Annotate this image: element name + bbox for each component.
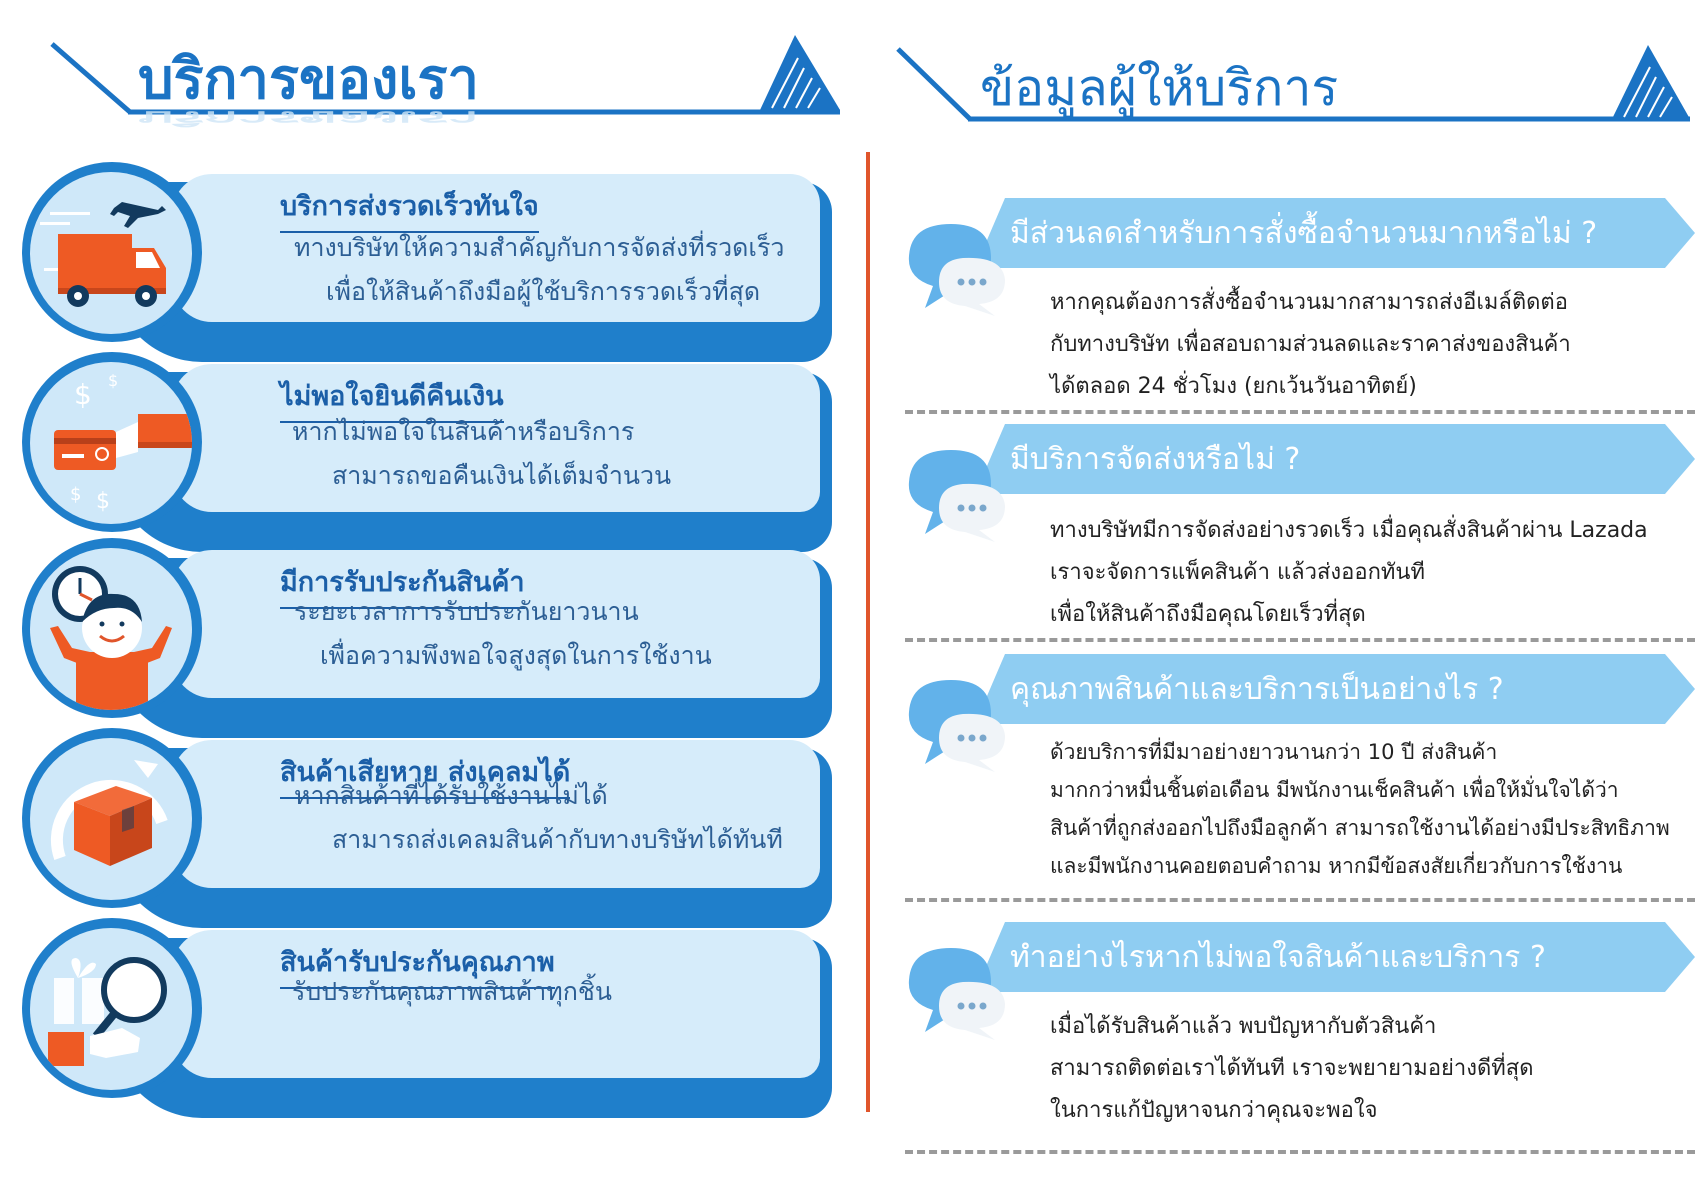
chat-bubble-icon bbox=[905, 674, 1015, 774]
icon-disc-inner bbox=[30, 738, 192, 900]
faq-answer-line: ทางบริษัทมีการจัดส่งอย่างรวดเร็ว เมื่อคุณสั่งสินค้าผ่าน Lazada bbox=[1050, 518, 1648, 543]
service-line: เพื่อความพึงพอใจสูงสุดในการใช้งาน bbox=[320, 641, 712, 670]
svg-text:$: $ bbox=[96, 489, 110, 514]
faq-item-bulk-discount bbox=[905, 198, 1695, 398]
svg-text:$: $ bbox=[108, 371, 119, 390]
service-title: ไม่พอใจยินดีคืนเงิน bbox=[280, 374, 504, 423]
faq-answer-line: ได้ตลอด 24 ชั่วโมง (ยกเว้นวันอาทิตย์) bbox=[1050, 374, 1417, 399]
services-title-reflection: บริการของเรา bbox=[138, 106, 479, 130]
box-return-icon bbox=[30, 738, 192, 900]
faq-item-dissatisfied bbox=[905, 922, 1695, 1122]
striped-triangle-icon bbox=[760, 35, 840, 110]
faq-item-quality bbox=[905, 654, 1695, 884]
icon-disc-inner bbox=[30, 548, 192, 710]
svg-text:$: $ bbox=[70, 484, 82, 505]
faq-question: ทำอย่างไรหากไม่พอใจสินค้าและบริการ ? bbox=[1010, 940, 1546, 975]
vertical-divider bbox=[866, 152, 870, 1112]
faq-answer-line: และมีพนักงานคอยตอบคำถาม หากมีข้อสงสัยเกี่ยวกับการใช้งาน bbox=[1050, 854, 1623, 878]
service-card-fast-delivery bbox=[22, 162, 822, 362]
service-line: รับประกันคุณภาพสินค้าทุกชิ้น bbox=[292, 977, 612, 1006]
chat-bubble-icon bbox=[905, 218, 1015, 318]
dashed-separator bbox=[905, 410, 1695, 414]
happy-person-clock-icon bbox=[30, 548, 192, 710]
provider-info-title: ข้อมูลผู้ให้บริการ bbox=[980, 59, 1339, 117]
magnifier-gift-icon bbox=[30, 928, 192, 1090]
service-card-claim bbox=[22, 728, 822, 928]
service-line: เพื่อให้สินค้าถึงมือผู้ใช้บริการรวดเร็วที่สุด bbox=[326, 277, 761, 306]
service-card-money-back bbox=[22, 352, 822, 552]
service-card-warranty bbox=[22, 538, 822, 738]
svg-text:$: $ bbox=[74, 378, 92, 411]
services-title: บริการของเรา bbox=[138, 47, 479, 112]
faq-answer-line: ด้วยบริการที่มีมาอย่างยาวนานกว่า 10 ปี ส่งสินค้า bbox=[1050, 740, 1498, 764]
service-line: หากสินค้าที่ได้รับใช้งานไม่ได้ bbox=[294, 781, 608, 810]
service-line: ระยะเวลาการรับประกันยาวนาน bbox=[294, 597, 639, 626]
faq-item-delivery bbox=[905, 424, 1695, 627]
faq-question: มีส่วนลดสำหรับการสั่งซื้อจำนวนมากหรือไม่ ? bbox=[1010, 216, 1598, 251]
chat-bubble-icon bbox=[905, 444, 1015, 544]
faq-answer-line: ในการแก้ปัญหาจนกว่าคุณจะพอใจ bbox=[1050, 1098, 1378, 1123]
service-line: หากไม่พอใจในสินค้าหรือบริการ bbox=[292, 417, 635, 446]
service-line: สามารถส่งเคลมสินค้ากับทางบริษัทได้ทันที bbox=[332, 825, 783, 854]
faq-answer-line: กับทางบริษัท เพื่อสอบถามส่วนลดและราคาส่งของสินค้า bbox=[1050, 332, 1571, 357]
faq-answer-line: สามารถติดต่อเราได้ทันที เราจะพยายามอย่างดีที่สุด bbox=[1050, 1056, 1534, 1081]
faq-answer-line: หากคุณต้องการสั่งซื้อจำนวนมากสามารถส่งอีเมล์ติดต่อ bbox=[1050, 290, 1568, 315]
chat-bubble-icon bbox=[905, 942, 1015, 1042]
service-title: บริการส่งรวดเร็วทันใจ bbox=[280, 184, 539, 233]
provider-info-header bbox=[890, 35, 1690, 135]
services-header bbox=[40, 30, 840, 130]
faq-question: มีบริการจัดส่งหรือไม่ ? bbox=[1010, 442, 1301, 477]
icon-disc-inner bbox=[30, 928, 192, 1090]
service-line: ทางบริษัทให้ความสำคัญกับการจัดส่งที่รวดเร็ว bbox=[294, 233, 785, 262]
faq-question: คุณภาพสินค้าและบริการเป็นอย่างไร ? bbox=[1010, 672, 1504, 707]
delivery-truck-plane-icon bbox=[30, 172, 192, 334]
dashed-separator bbox=[905, 638, 1695, 642]
dashed-separator bbox=[905, 1150, 1695, 1154]
faq-answer-line: เพื่อให้สินค้าถึงมือคุณโดยเร็วที่สุด bbox=[1050, 602, 1366, 627]
faq-answer-line: เราจะจัดการแพ็คสินค้า แล้วส่งออกทันที bbox=[1050, 560, 1425, 585]
faq-answer-line: เมื่อได้รับสินค้าแล้ว พบปัญหากับตัวสินค้า bbox=[1050, 1014, 1437, 1039]
icon-disc-inner bbox=[30, 172, 192, 334]
service-title: มีการรับประกันสินค้า bbox=[280, 560, 525, 609]
service-title: สินค้ารับประกันคุณภาพ bbox=[280, 940, 555, 989]
dashed-separator bbox=[905, 898, 1695, 902]
icon-disc-inner bbox=[30, 362, 192, 524]
credit-card-refund-icon bbox=[30, 362, 192, 524]
service-title: สินค้าเสียหาย ส่งเคลมได้ bbox=[280, 750, 570, 799]
faq-answer-line: มากกว่าหมื่นชิ้นต่อเดือน มีพนักงานเช็คสินค้า เพื่อให้มั่นใจได้ว่า bbox=[1050, 778, 1619, 802]
service-card-quality bbox=[22, 918, 822, 1118]
striped-triangle-icon bbox=[1612, 45, 1690, 119]
service-line: สามารถขอคืนเงินได้เต็มจำนวน bbox=[332, 461, 672, 490]
faq-answer-line: สินค้าที่ถูกส่งออกไปถึงมือลูกค้า สามารถใช้งานได้อย่างมีประสิทธิภาพ bbox=[1050, 816, 1670, 840]
